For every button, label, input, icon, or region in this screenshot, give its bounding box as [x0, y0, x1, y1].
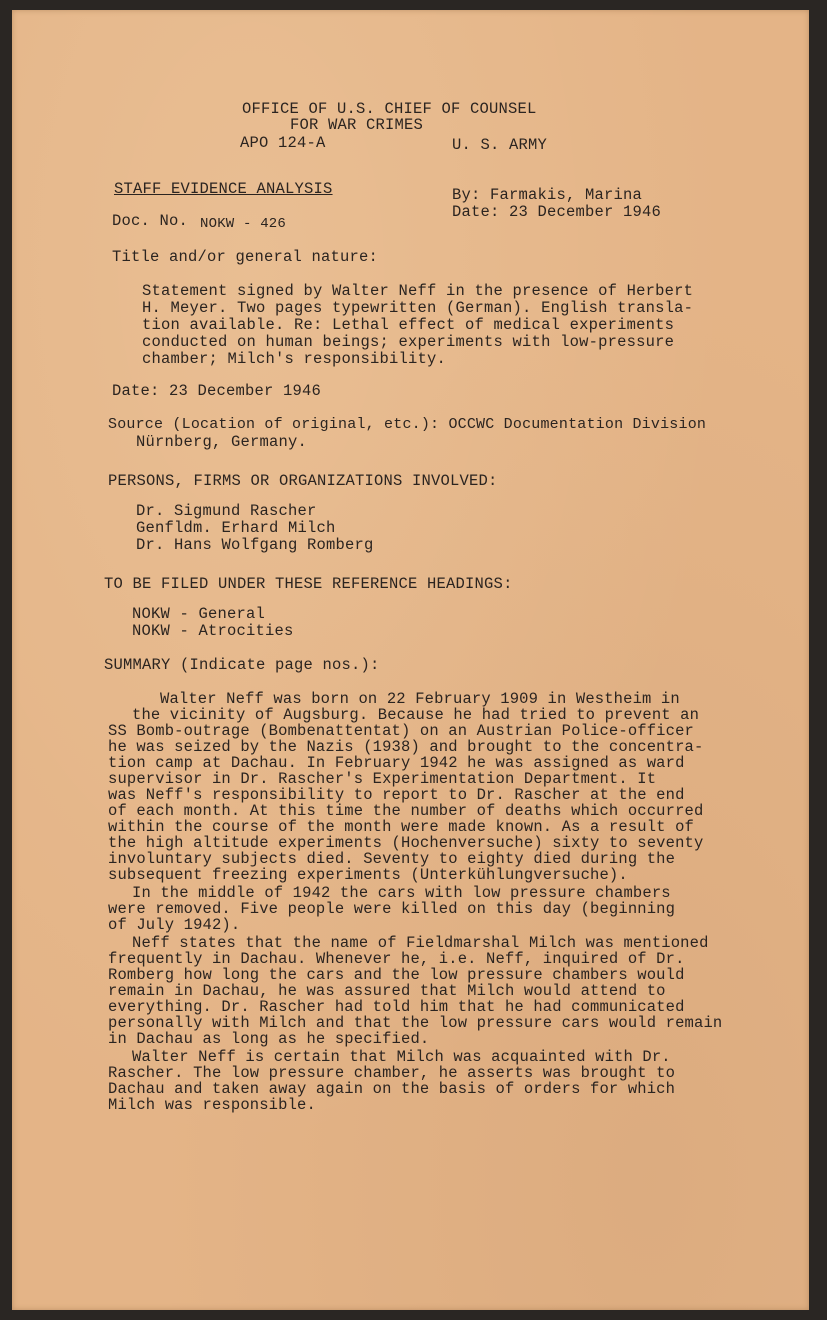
heading-item: NOKW - Atrocities: [132, 622, 294, 640]
persons-label: PERSONS, FIRMS OR ORGANIZATIONS INVOLVED:: [108, 472, 498, 490]
summary-line: within the course of the month were made known. As a result of: [108, 818, 694, 836]
army-label: U. S. ARMY: [452, 136, 548, 154]
summary-line: Walter Neff is certain that Milch was acquainted with Dr.: [132, 1048, 671, 1066]
summary-line: In the middle of 1942 the cars with low pressure chambers: [132, 884, 671, 902]
title-nature-label: Title and/or general nature:: [112, 248, 379, 266]
title-nature-line: chamber; Milch's responsibility.: [142, 350, 447, 368]
title-nature-line: conducted on human beings; experiments with low-pressure: [142, 333, 675, 351]
summary-line: Rascher. The low pressure chamber, he asserts was brought to: [108, 1064, 676, 1082]
summary-line: Milch was responsible.: [108, 1096, 316, 1114]
analyst-by: By: Farmakis, Marina: [452, 186, 643, 204]
summary-line: he was seized by the Nazis (1938) and brought to the concentra-: [108, 738, 704, 756]
title-nature-line: tion available. Re: Lethal effect of medical experiments: [142, 316, 675, 334]
summary-line: SS Bomb-outrage (Bombenattentat) on an Austrian Police-officer: [108, 722, 694, 740]
source-line-2: Nürnberg, Germany.: [136, 433, 308, 451]
summary-line: subsequent freezing experiments (Unterkühlungversuche).: [108, 866, 628, 884]
source-line-1: Source (Location of original, etc.): OCCWC Documentation Division: [108, 416, 707, 433]
summary-line: Neff states that the name of Fieldmarshal Milch was mentioned: [132, 934, 709, 952]
office-line-1: OFFICE OF U.S. CHIEF OF COUNSEL: [242, 100, 537, 118]
analysis-date: Date: 23 December 1946: [452, 203, 662, 221]
office-line-2: FOR WAR CRIMES: [290, 116, 424, 134]
title-nature-line: Statement signed by Walter Neff in the presence of Herbert: [142, 282, 694, 300]
section-title: STAFF EVIDENCE ANALYSIS: [114, 180, 333, 198]
summary-line: Romberg how long the cars and the low pressure chambers would: [108, 966, 685, 984]
summary-line: remain in Dachau, he was assured that Milch would attend to: [108, 982, 666, 1000]
summary-line: personally with Milch and that the low pressure cars would remain: [108, 1014, 723, 1032]
summary-label: SUMMARY (Indicate page nos.):: [104, 656, 380, 674]
title-nature-line: H. Meyer. Two pages typewritten (German). English transla-: [142, 299, 694, 317]
summary-line: were removed. Five people were killed on this day (beginning: [108, 900, 676, 918]
summary-line: Dachau and taken away again on the basis of orders for which: [108, 1080, 676, 1098]
person-name: Dr. Sigmund Rascher: [136, 502, 317, 520]
summary-line: everything. Dr. Rascher had told him that he had communicated: [108, 998, 685, 1016]
headings-label: TO BE FILED UNDER THESE REFERENCE HEADINGS:: [104, 575, 513, 593]
summary-line: frequently in Dachau. Whenever he, i.e. Neff, inquired of Dr.: [108, 950, 685, 968]
summary-line: the vicinity of Augsburg. Because he had tried to prevent an: [132, 706, 700, 724]
summary-line: of July 1942).: [108, 916, 241, 934]
person-name: Dr. Hans Wolfgang Romberg: [136, 536, 374, 554]
summary-line: tion camp at Dachau. In February 1942 he was assigned as ward: [108, 754, 685, 772]
document-date: Date: 23 December 1946: [112, 382, 322, 400]
summary-line: was Neff's responsibility to report to Dr. Rascher at the end: [108, 786, 685, 804]
summary-line: the high altitude experiments (Hochenversuche) sixty to seventy: [108, 834, 704, 852]
summary-line: in Dachau as long as he specified.: [108, 1030, 430, 1048]
doc-no-label: Doc. No.: [112, 212, 189, 230]
summary-line: supervisor in Dr. Rascher's Experimentation Department. It: [108, 770, 657, 788]
doc-no-value: NOKW - 426: [200, 216, 287, 232]
summary-line: Walter Neff was born on 22 February 1909 in Westheim in: [160, 690, 680, 708]
document-page: [12, 10, 809, 1310]
summary-line: of each month. At this time the number of deaths which occurred: [108, 802, 704, 820]
heading-item: NOKW - General: [132, 605, 266, 623]
person-name: Genfldm. Erhard Milch: [136, 519, 336, 537]
apo-number: APO 124-A: [240, 134, 326, 152]
summary-line: involuntary subjects died. Seventy to eighty died during the: [108, 850, 676, 868]
